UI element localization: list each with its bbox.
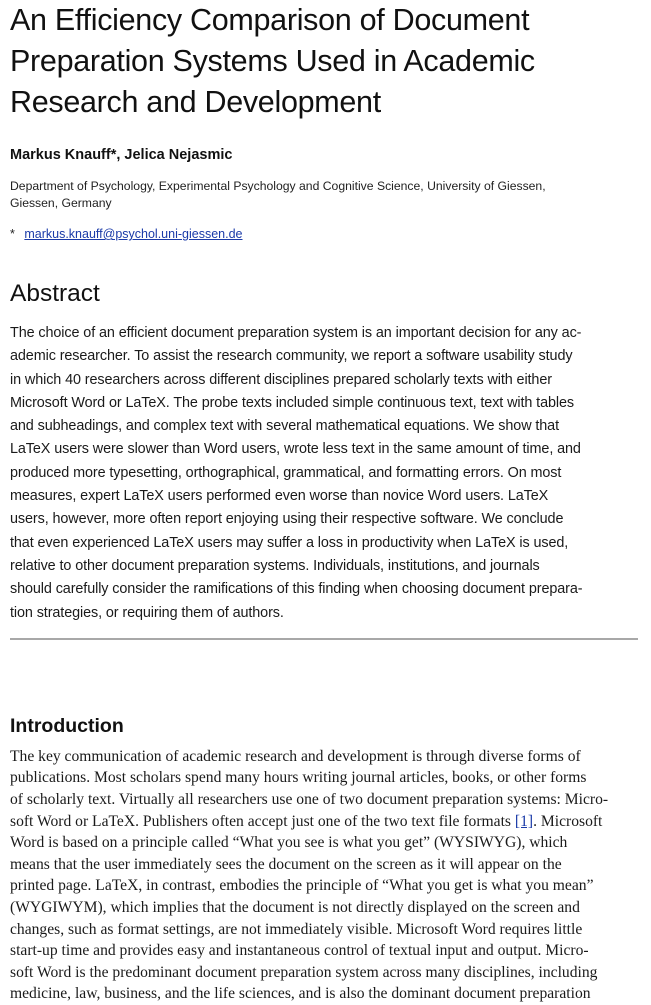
abstract-line: ademic researcher. To assist the research community, we report a software usability study — [10, 348, 573, 365]
intro-line: start-up time and provides easy and instantaneous control of textual input and output. Micro- — [10, 942, 589, 960]
intro-line: of scholarly text. Virtually all researchers use one of two document preparation systems: Micro- — [10, 791, 609, 809]
abstract-line: relative to other document preparation systems. Individuals, institutions, and journals — [10, 557, 540, 574]
abstract-line: in which 40 researchers across different disciplines prepared scholarly texts with either — [10, 371, 552, 388]
title-line: Research and Development — [10, 85, 381, 119]
intro-line: means that the user immediately sees the document on the screen as it will appear on the — [10, 855, 562, 873]
intro-line-with-citation — [10, 811, 638, 833]
intro-line: soft Word is the predominant document preparation system across many disciplines, including — [10, 963, 598, 981]
affiliation — [10, 178, 638, 212]
abstract-line: and subheadings, and complex text with several mathematical equations. We show that — [10, 418, 559, 435]
affiliation-line: Giessen, Germany — [10, 196, 112, 210]
intro-line: (WYGIWYM), which implies that the document is not directly displayed on the screen and — [10, 899, 580, 917]
intro-line: Word is based on a principle called “What you see is what you get” (WYSIWYG), which — [10, 834, 568, 852]
email-link[interactable]: markus.knauff@psychol.uni-giessen.de — [24, 227, 243, 241]
title-line: An Efficiency Comparison of Document — [10, 3, 530, 37]
intro-line: medicine, law, business, and the life sciences, and is also the dominant document preparation — [10, 985, 591, 1003]
corresponding-email — [10, 226, 638, 243]
paper-page — [10, 0, 638, 1005]
abstract-line: measures, expert LaTeX users performed even worse than novice Word users. LaTeX — [10, 488, 549, 505]
citation-link[interactable]: [1] — [514, 812, 534, 830]
intro-line: changes, such as format settings, are not immediately visible. Microsoft Word requires little — [10, 920, 583, 938]
intro-line-segment: . Microsoft — [533, 812, 603, 830]
introduction-text — [10, 746, 638, 1005]
abstract-line: tion strategies, or requiring them of authors. — [10, 604, 284, 621]
abstract-line: produced more typesetting, orthographical, grammatical, and formatting errors. On most — [10, 464, 562, 481]
section-divider — [10, 638, 638, 640]
introduction-heading: Introduction — [10, 714, 124, 737]
intro-line-segment: soft Word or LaTeX. Publishers often accept just one of the two text file formats — [10, 812, 515, 830]
abstract-line: users, however, more often report enjoying using their respective software. We conclude — [10, 511, 564, 528]
title-line: Preparation Systems Used in Academic — [10, 44, 535, 78]
intro-line: printed page. LaTeX, in contrast, embodies the principle of “What you get is what you mean” — [10, 877, 594, 895]
abstract-heading: Abstract — [10, 280, 100, 307]
paper-title — [10, 0, 638, 123]
abstract-line: The choice of an efficient document preparation system is an important decision for any ac- — [10, 325, 582, 341]
abstract-line: LaTeX users were slower than Word users, wrote less text in the same amount of time, and — [10, 441, 581, 458]
abstract-line: Microsoft Word or LaTeX. The probe texts included simple continuous text, text with tables — [10, 394, 574, 411]
affiliation-line: Department of Psychology, Experimental Psychology and Cognitive Science, University of Giessen, — [10, 179, 546, 193]
abstract-line: that even experienced LaTeX users may suffer a loss in productivity when LaTeX is used, — [10, 534, 569, 551]
abstract-text — [10, 322, 638, 625]
email-marker: * — [10, 227, 15, 241]
abstract-line: should carefully consider the ramifications of this finding when choosing document prepara- — [10, 581, 583, 598]
intro-line: The key communication of academic research and development is through diverse forms of — [10, 747, 581, 765]
author-list: Markus Knauff*, Jelica Nejasmic — [10, 147, 233, 163]
intro-line: publications. Most scholars spend many hours writing journal articles, books, or other forms — [10, 769, 587, 787]
